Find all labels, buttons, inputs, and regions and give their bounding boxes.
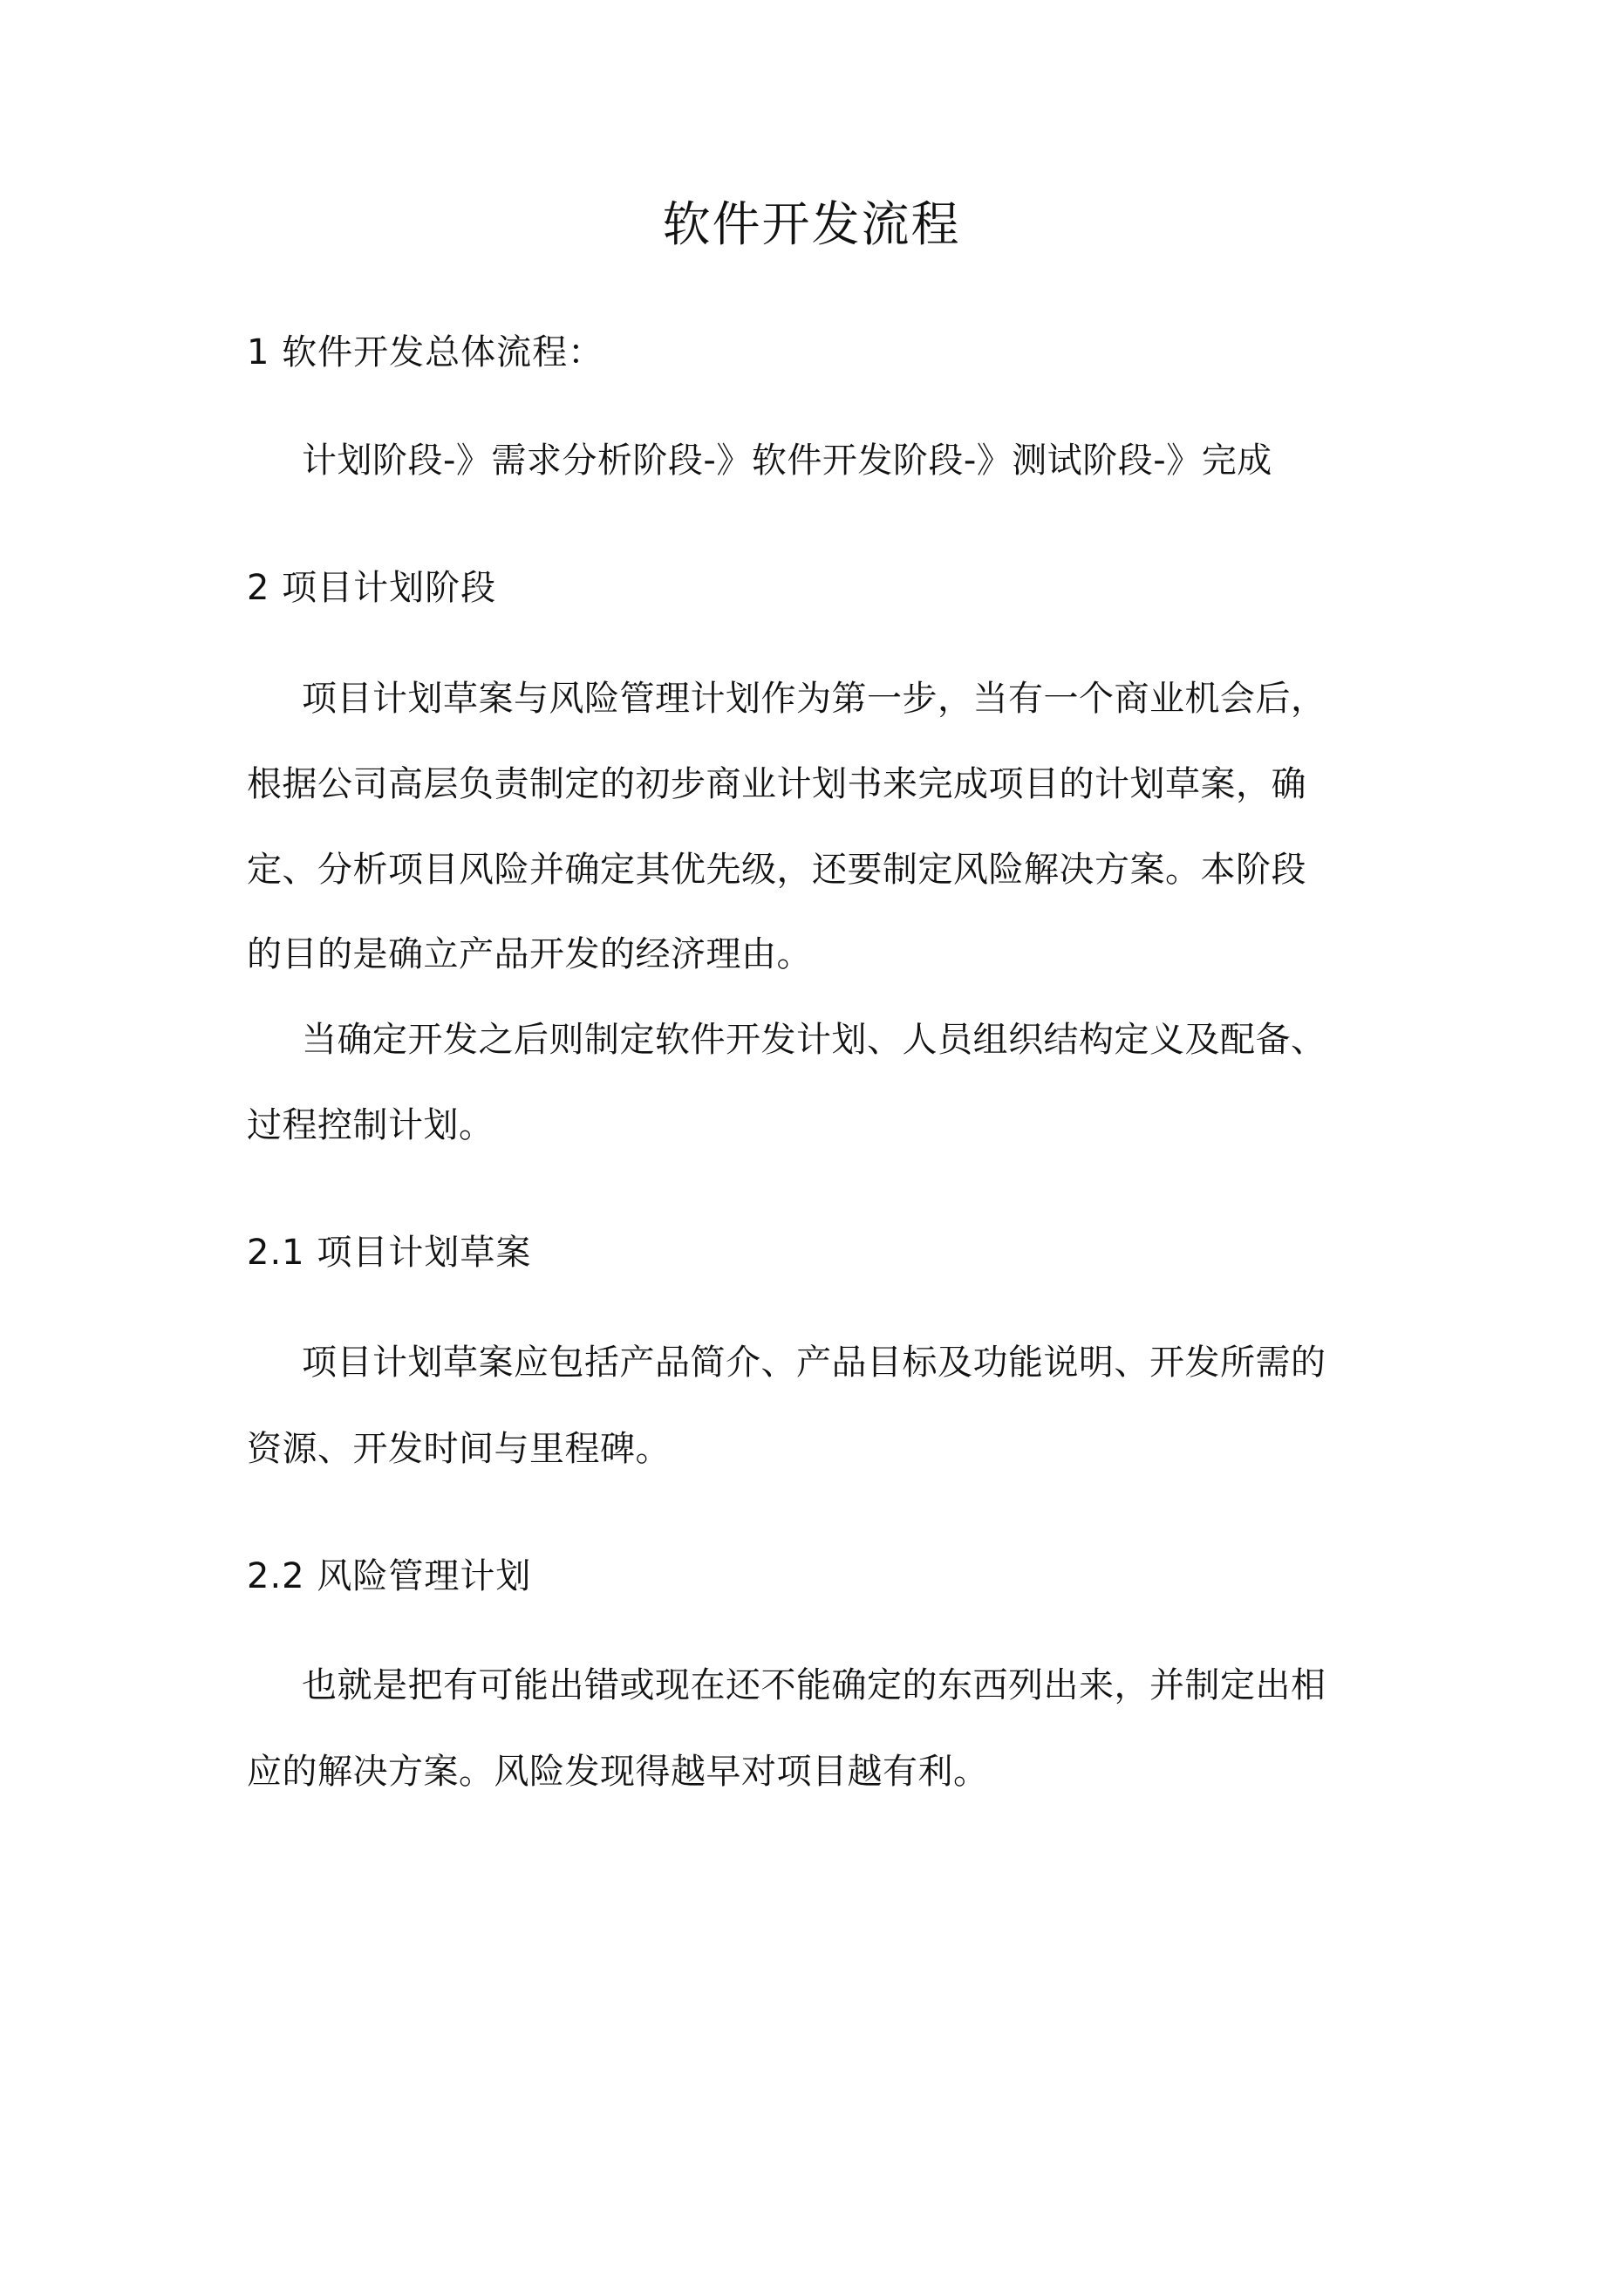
section-2-2-paragraph-line-2: 应的解决方案。风险发现得越早对项目越有利。 xyxy=(247,1752,989,1792)
section-2-2-heading: 2.2 风险管理计划 xyxy=(247,1556,532,1596)
section-2-heading: 2 项目计划阶段 xyxy=(247,568,497,608)
section-1-heading: 1 软件开发总体流程： xyxy=(247,332,604,372)
section-2-paragraph-1-line-4: 的目的是确立产品开发的经济理由。 xyxy=(247,934,812,974)
section-2-1-paragraph-line-2: 资源、开发时间与里程碑。 xyxy=(247,1429,671,1469)
section-2-paragraph-2-line-2: 过程控制计划。 xyxy=(247,1105,494,1145)
document-title: 软件开发流程 xyxy=(662,196,961,252)
section-2-2-paragraph-line-1: 也就是把有可能出错或现在还不能确定的东西列出来，并制定出相 xyxy=(302,1665,1326,1705)
section-2-paragraph-1-line-1: 项目计划草案与风险管理计划作为第一步，当有一个商业机会后， xyxy=(302,679,1326,719)
section-2-paragraph-1-line-2: 根据公司高层负责制定的初步商业计划书来完成项目的计划草案，确 xyxy=(247,764,1306,804)
section-2-1-paragraph-line-1: 项目计划草案应包括产品简介、产品目标及功能说明、开发所需的 xyxy=(302,1343,1326,1383)
section-2-paragraph-2-line-1: 当确定开发之后则制定软件开发计划、人员组织结构定义及配备、 xyxy=(302,1020,1326,1060)
section-2-paragraph-1-line-3: 定、分析项目风险并确定其优先级，还要制定风险解决方案。本阶段 xyxy=(247,850,1306,890)
section-2-1-heading: 2.1 项目计划草案 xyxy=(247,1233,532,1273)
process-flow-line: 计划阶段-》需求分析阶段-》软件开发阶段-》测试阶段-》完成 xyxy=(302,441,1272,481)
